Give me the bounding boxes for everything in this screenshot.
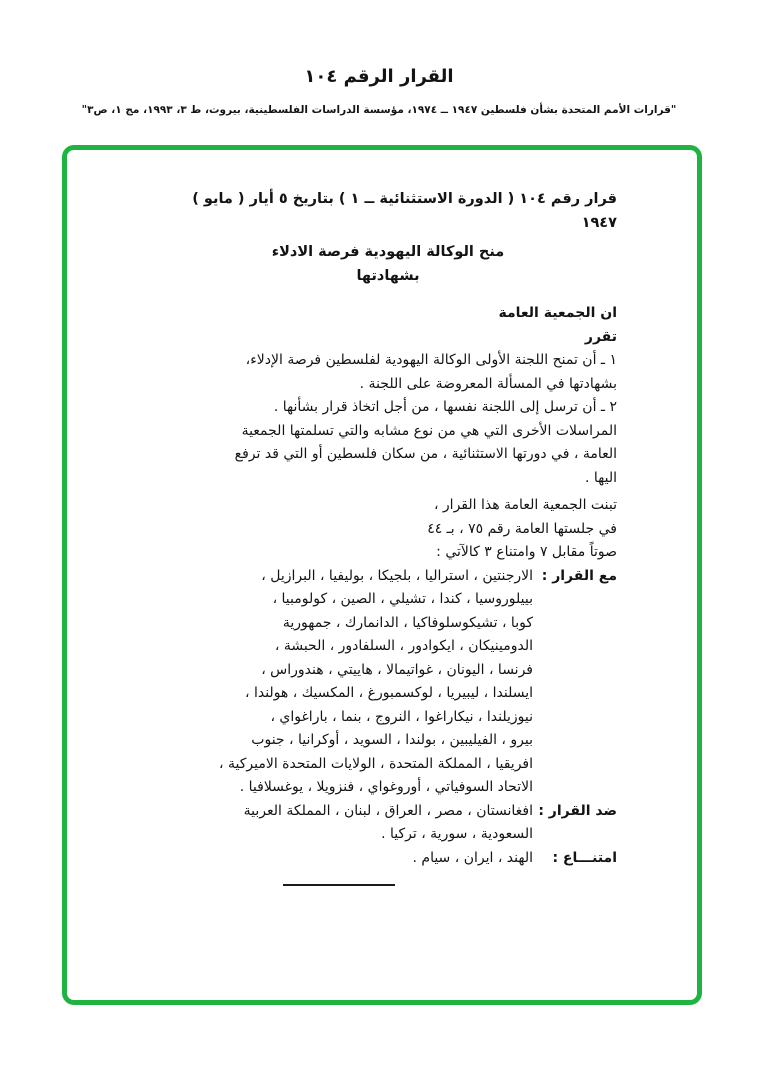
text-line: العامة ، في دورتها الاستثنائية ، من سكان فلسطين أو التي قد ترفع — [234, 446, 617, 462]
country-line: كوبا ، تشيكوسلوفاكيا ، الدانمارك ، جمهورية — [282, 614, 533, 631]
votes-against-countries — [159, 800, 533, 847]
text-line: المراسلات الأخرى التي هي من نوع مشابه والتي تسلمتها الجمعية — [241, 422, 617, 439]
resolution-heading — [159, 188, 617, 235]
citation-line: "قرارات الأمم المتحدة بشأن فلسطين ١٩٤٧ ــ ١٩٧٤، مؤسسة الدراسات الفلسطينية، بيروت، ط ٣، ١٩٩٣، مج ١، ص٣" — [81, 104, 677, 116]
clause-2 — [159, 396, 617, 490]
text-line: ٢ ـ أن ترسل إلى اللجنة نفسها ، من أجل اتخاذ قرار بشأنها . — [273, 399, 617, 415]
votes-against-block — [159, 800, 617, 847]
votes-abstain-block — [159, 847, 617, 871]
votes-against-label: ضد القرار : — [538, 802, 617, 819]
country-line: السعودية ، سورية ، تركيا . — [381, 826, 533, 842]
subject-line: بشهادتها — [356, 267, 420, 284]
country-line: ايسلندا ، ليبيريا ، لوكسمبورغ ، المكسيك ، هولندا ، — [245, 685, 533, 701]
resolution-number-title: القرار الرقم ١٠٤ — [304, 66, 454, 87]
country-line: الدومينيكان ، ايكوادور ، السلفادور ، الحبشة ، — [274, 638, 533, 654]
decides-word: تقرر — [584, 328, 617, 345]
country-line: افريقيا ، المملكة المتحدة ، الولايات المتحدة الاميركية ، — [219, 755, 533, 772]
votes-for-label: مع القرار : — [541, 567, 617, 584]
subject-line: منح الوكالة اليهودية فرصة الادلاء — [271, 244, 505, 260]
green-border-frame — [62, 145, 702, 1005]
resolution-subject — [159, 241, 617, 288]
text-line: بشهادتها في المسألة المعروضة على اللجنة . — [359, 375, 617, 392]
country-line: الهند ، ايران ، سيام . — [412, 849, 533, 866]
votes-abstain-countries — [159, 847, 533, 871]
heading-line: قرار رقم ١٠٤ ( الدورة الاستثنائية ــ ١ ) بتاريخ ٥ أيار ( مايو ) — [192, 191, 617, 207]
heading-year: ١٩٤٧ — [581, 214, 617, 231]
votes-for-block — [159, 565, 617, 800]
text-line: ١ ـ أن تمنح اللجنة الأولى الوكالة اليهودية لفلسطين فرصة الإدلاء، — [245, 352, 617, 368]
text-line: اليها . — [585, 469, 617, 486]
preamble-text: ان الجمعية العامة — [498, 305, 617, 321]
votes-for-countries — [159, 565, 533, 800]
clause-1 — [159, 349, 617, 396]
country-line: فرنسا ، اليونان ، غواتيمالا ، هاييتي ، هندوراس ، — [261, 661, 533, 678]
country-line: بييلوروسيا ، كندا ، تشيلي ، الصين ، كولومبيا ، — [272, 591, 533, 607]
country-line: نيوزيلندا ، نيكاراغوا ، النروج ، بنما ، باراغواي ، — [270, 708, 533, 725]
end-divider-rule — [283, 884, 395, 886]
adoption-note — [159, 494, 617, 565]
votes-abstain-label: امتنـــاع : — [552, 849, 617, 866]
text-line: في جلستها العامة رقم ٧٥ ، بـ ٤٤ — [427, 520, 617, 537]
country-line: بيرو ، الفيليبين ، بولندا ، السويد ، أوكرانيا ، جنوب — [251, 732, 533, 748]
country-line: الارجنتين ، استراليا ، بلجيكا ، بوليفيا ، البرازيل ، — [261, 567, 533, 584]
country-line: الاتحاد السوفياتي ، أوروغواي ، فنزويلا ، يوغسلافيا . — [239, 779, 533, 795]
country-line: افغانستان ، مصر ، العراق ، لبنان ، المملكة العربية — [243, 802, 533, 819]
text-line: تبنت الجمعية العامة هذا القرار ، — [433, 497, 617, 513]
text-line: صوتاً مقابل ٧ وامتناع ٣ كالآتي : — [436, 544, 617, 560]
